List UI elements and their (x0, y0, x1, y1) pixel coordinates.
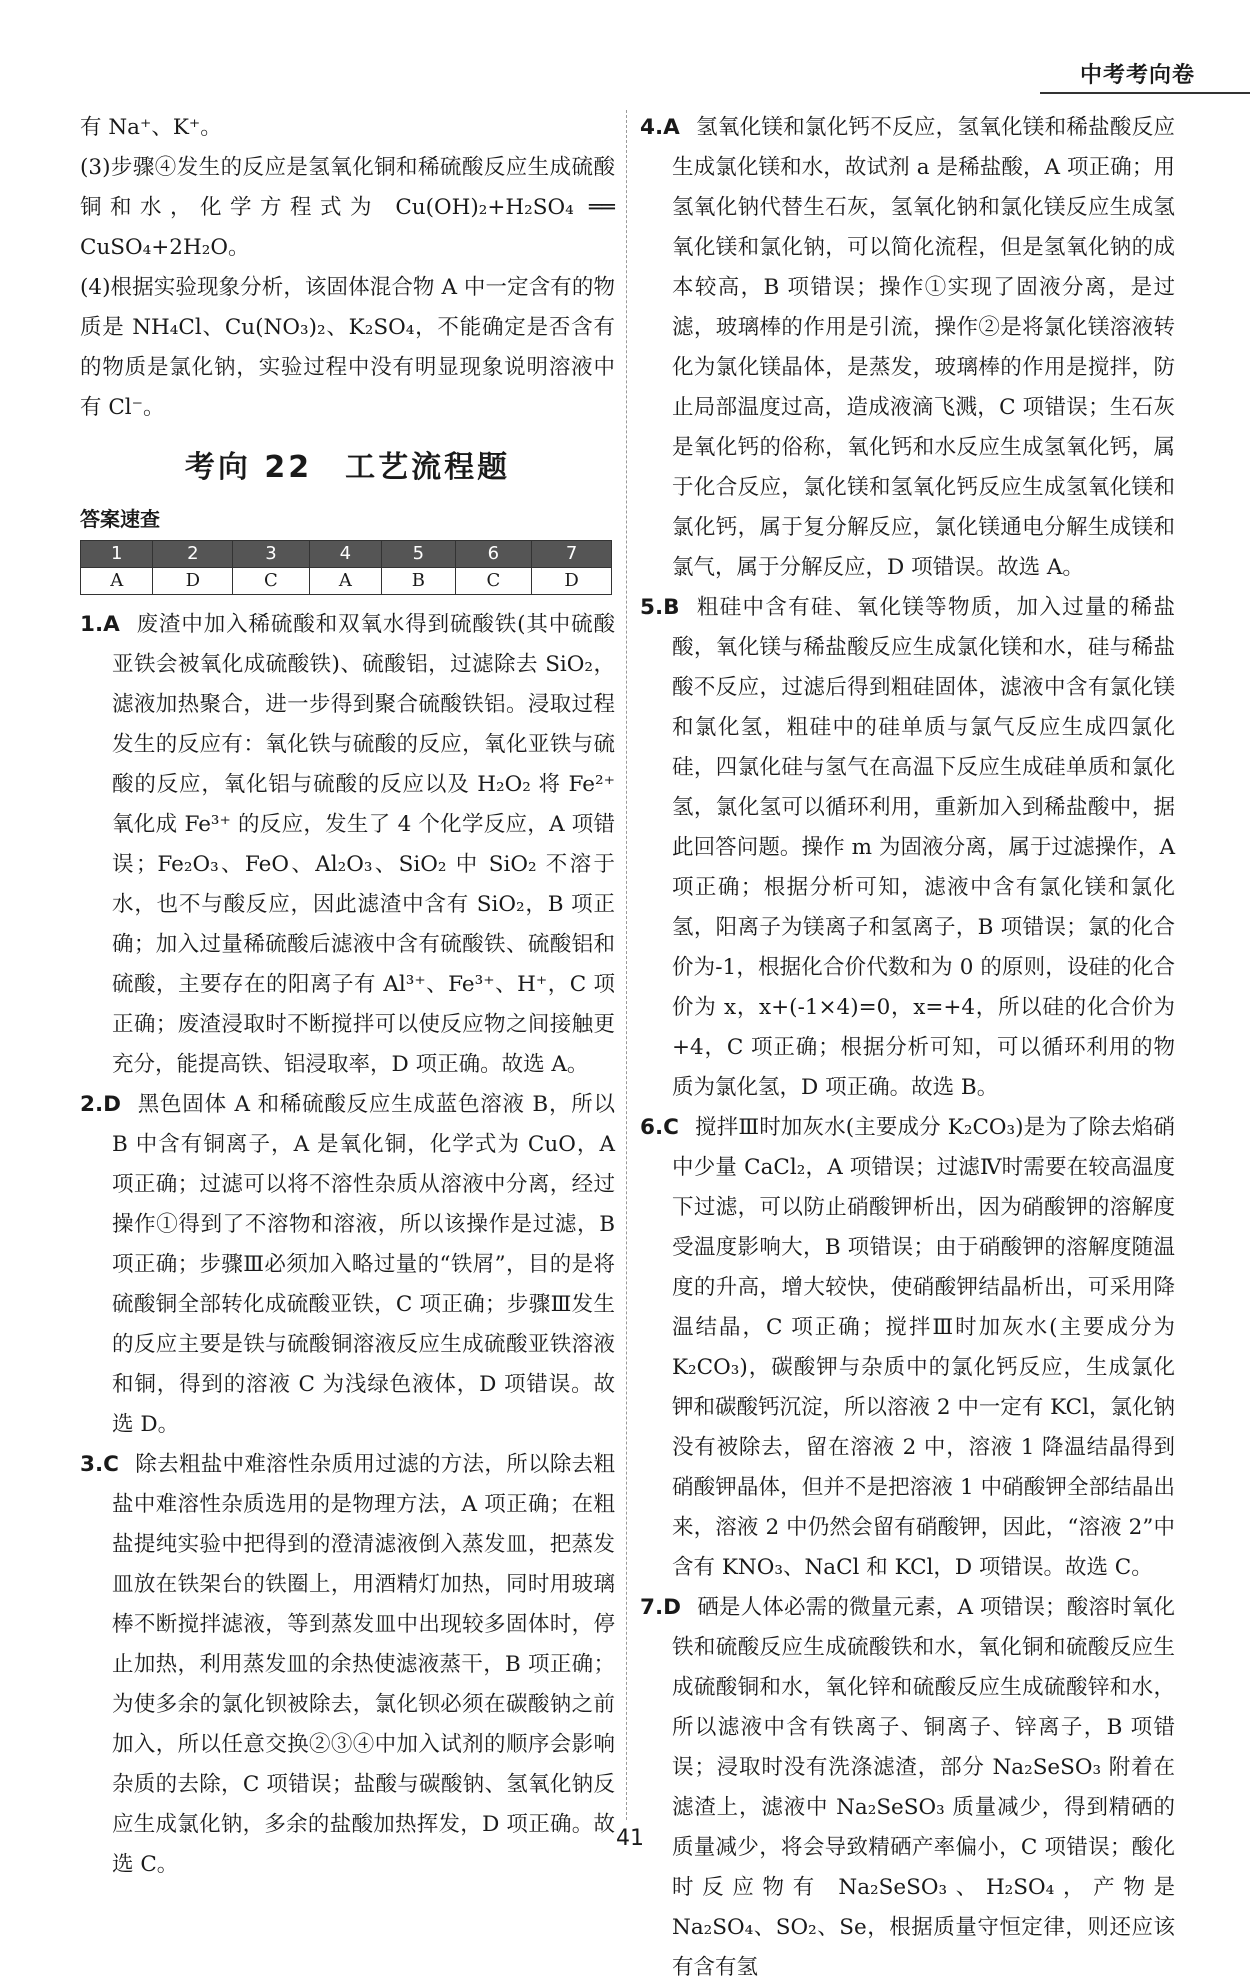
answer-cell: D (153, 568, 233, 595)
question-number: 6.C (640, 1115, 679, 1140)
page-number: 41 (616, 1826, 644, 1851)
answer-key-numbers-row (81, 541, 612, 568)
answer-cell: C (455, 568, 531, 595)
question-explanation: 7.D 硒是人体必需的微量元素，A 项错误；酸溶时氧化铁和硫酸反应生成硫酸铁和水，氧化铜和硫酸反应生成硫酸铜和水，氧化锌和硫酸反应生成硫酸锌和水，所以滤液中含有铁离子、铜离子、锌离子，B 项错误；浸取时没有洗涤滤渣，部分 Na₂SeSO₃ 附着在滤渣上，滤液中 Na₂SeSO₃ 质量减少，得到精硒的质量减少，将会导致精硒产率偏小，C 项错误；酸化时反应物有 Na₂SeSO₃、H₂SO₄，产物是 Na₂SO₄、SO₂、Se，根据质量守恒定律，则还应该有含有氢 (640, 1595, 1175, 1980)
answer-cell: B (382, 568, 456, 595)
answer-cell: D (532, 568, 612, 595)
question-number-cell: 3 (233, 541, 309, 568)
column-divider (626, 110, 627, 1820)
header-label: 中考考向卷 (1080, 63, 1196, 88)
question-number-cell: 7 (532, 541, 612, 568)
intro-paragraph: 有 Na⁺、K⁺。 (80, 115, 222, 140)
question-explanation: 2.D 黑色固体 A 和稀硫酸反应生成蓝色溶液 B，所以 B 中含有铜离子，A 是氧化铜，化学式为 CuO，A 项正确；过滤可以将不溶性杂质从溶液中分离，经过操作①得到了不溶物和溶液，所以该操作是过滤，B 项正确；步骤Ⅲ必须加入略过量的“铁屑”，目的是将硫酸铜全部转化成硫酸亚铁，C 项正确；步骤Ⅲ发生的反应主要是铁与硫酸铜溶液反应生成硫酸亚铁溶液和铜，得到的溶液 C 为浅绿色液体，D 项错误。故选 D。 (80, 1092, 615, 1437)
question-explanation: 1.A 废渣中加入稀硫酸和双氧水得到硫酸铁(其中硫酸亚铁会被氧化成硫酸铁)、硫酸铝，过滤除去 SiO₂，滤液加热聚合，进一步得到聚合硫酸铁铝。浸取过程发生的反应有：氧化铁与硫酸的反应，氧化亚铁与硫酸的反应，氧化铝与硫酸的反应以及 H₂O₂ 将 Fe²⁺ 氧化成 Fe³⁺ 的反应，发生了 4 个化学反应，A 项错误；Fe₂O₃、FeO、Al₂O₃、SiO₂ 中 SiO₂ 不溶于水，也不与酸反应，因此滤渣中含有 SiO₂，B 项正确；加入过量稀硫酸后滤液中含有硫酸铁、硫酸铝和硫酸，主要存在的阳离子有 Al³⁺、Fe³⁺、H⁺，C 项正确；废渣浸取时不断搅拌可以使反应物之间接触更充分，能提高铁、铝浸取率，D 项正确。故选 A。 (80, 612, 615, 1077)
section-title: 考向 22 工艺流程题 (184, 450, 511, 485)
question-number: 1.A (80, 612, 120, 637)
answer-key-table (80, 540, 612, 595)
question-number: 5.B (640, 595, 680, 620)
question-number: 3.C (80, 1452, 119, 1477)
question-explanation: 3.C 除去粗盐中难溶性杂质用过滤的方法，所以除去粗盐中难溶性杂质选用的是物理方法，A 项正确；在粗盐提纯实验中把得到的澄清滤液倒入蒸发皿，把蒸发皿放在铁架台的铁圈上，用酒精灯加热，同时用玻璃棒不断搅拌滤液，等到蒸发皿中出现较多固体时，停止加热，利用蒸发皿的余热使滤液蒸干，B 项正确；为使多余的氯化钡被除去，氯化钡必须在碳酸钠之前加入，所以任意交换②③④中加入试剂的顺序会影响杂质的去除，C 项错误；盐酸与碳酸钠、氢氧化钠反应生成氯化钠，多余的盐酸加热挥发，D 项正确。故选 C。 (80, 1452, 615, 1877)
intro-paragraph: (4)根据实验现象分析，该固体混合物 A 中一定含有的物质是 NH₄Cl、Cu(NO₃)₂、K₂SO₄，不能确定是否含有的物质是氯化钠，实验过程中没有明显现象说明溶液中有 Cl⁻。 (80, 275, 615, 420)
question-number-cell: 6 (455, 541, 531, 568)
question-number-cell: 4 (309, 541, 381, 568)
question-number: 7.D (640, 1595, 681, 1620)
header-rule (1040, 92, 1250, 94)
answer-key-answers-row (81, 568, 612, 595)
question-explanation: 6.C 搅拌Ⅲ时加灰水(主要成分 K₂CO₃)是为了除去焰硝中少量 CaCl₂，A 项错误；过滤Ⅳ时需要在较高温度下过滤，可以防止硝酸钾析出，因为硝酸钾的溶解度受温度影响大，B 项错误；由于硝酸钾的溶解度随温度的升高，增大较快，使硝酸钾结晶析出，可采用降温结晶，C 项正确；搅拌Ⅲ时加灰水(主要成分为 K₂CO₃)，碳酸钾与杂质中的氯化钙反应，生成氯化钾和碳酸钙沉淀，所以溶液 2 中一定有 KCl，氯化钠没有被除去，留在溶液 2 中，溶液 1 降温结晶得到硝酸钾晶体，但并不是把溶液 1 中硝酸钾全部结晶出来，溶液 2 中仍然会留有硝酸钾，因此，“溶液 2”中含有 KNO₃、NaCl 和 KCl，D 项错误。故选 C。 (640, 1115, 1175, 1580)
question-number: 4.A (640, 115, 680, 140)
question-explanation: 5.B 粗硅中含有硅、氧化镁等物质，加入过量的稀盐酸，氧化镁与稀盐酸反应生成氯化镁和水，硅与稀盐酸不反应，过滤后得到粗硅固体，滤液中含有氯化镁和氯化氢，粗硅中的硅单质与氯气反应生成四氯化硅，四氯化硅与氢气在高温下反应生成硅单质和氯化氢，氯化氢可以循环利用，重新加入到稀盐酸中，据此回答问题。操作 m 为固液分离，属于过滤操作，A 项正确；根据分析可知，滤液中含有氯化镁和氯化氢，阳离子为镁离子和氢离子，B 项错误；氯的化合价为-1，根据化合价代数和为 0 的原则，设硅的化合价为 x，x+(-1×4)=0，x=+4，所以硅的化合价为+4，C 项正确；根据分析可知，可以循环利用的物质为氯化氢，D 项正确。故选 B。 (640, 595, 1175, 1100)
right-column (640, 108, 1175, 1988)
question-explanation: 4.A 氢氧化镁和氯化钙不反应，氢氧化镁和稀盐酸反应生成氯化镁和水，故试剂 a 是稀盐酸，A 项正确；用氢氧化钠代替生石灰，氢氧化钠和氯化镁反应生成氢氧化镁和氯化钠，可以简化流程，但是氢氧化钠的成本较高，B 项错误；操作①实现了固液分离，是过滤，玻璃棒的作用是引流，操作②是将氯化镁溶液转化为氯化镁晶体，是蒸发，玻璃棒的作用是搅拌，防止局部温度过高，造成液滴飞溅，C 项错误；生石灰是氧化钙的俗称，氧化钙和水反应生成氢氧化钙，属于化合反应，氯化镁和氢氧化钙反应生成氢氧化镁和氯化钙，属于复分解反应，氯化镁通电分解生成镁和氯气，属于分解反应，D 项错误。故选 A。 (640, 115, 1175, 580)
question-number-cell: 5 (382, 541, 456, 568)
question-number: 2.D (80, 1092, 121, 1117)
quick-check-label: 答案速查 (80, 507, 160, 531)
answer-cell: C (233, 568, 309, 595)
intro-paragraph: (3)步骤④发生的反应是氢氧化铜和稀硫酸反应生成硫酸铜和水，化学方程式为 Cu(OH)₂+H₂SO₄ ══ CuSO₄+2H₂O。 (80, 155, 615, 260)
question-number-cell: 2 (153, 541, 233, 568)
answer-cell: A (309, 568, 381, 595)
answer-cell: A (81, 568, 153, 595)
left-column (80, 108, 615, 1885)
question-number-cell: 1 (81, 541, 153, 568)
